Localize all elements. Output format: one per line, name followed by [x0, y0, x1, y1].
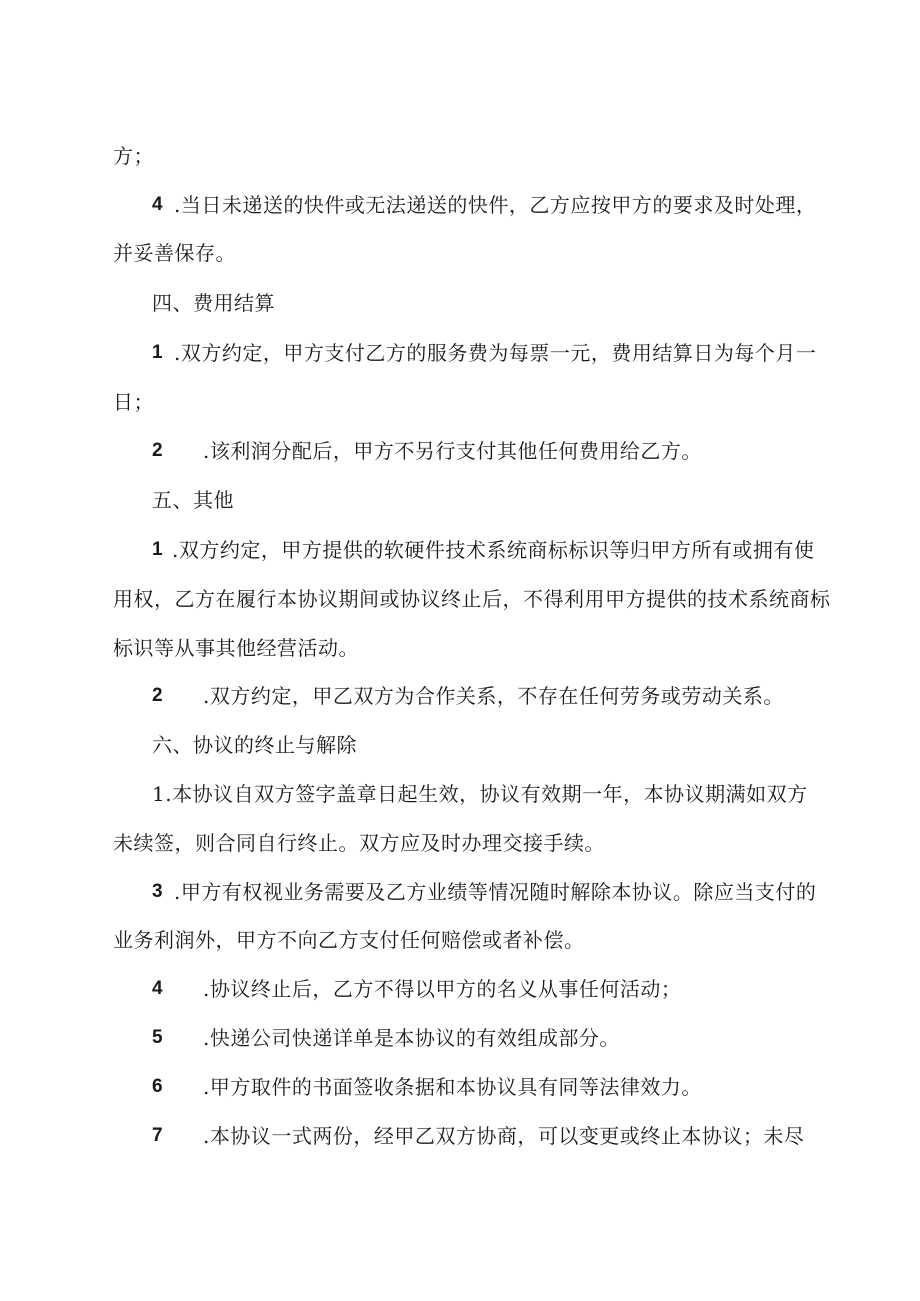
text-line-12: .双方约定，甲乙双方为合作关系，不存在任何劳务或劳动关系。 — [203, 684, 784, 708]
item-number-4b: 4 — [152, 978, 163, 999]
text-line-7: .该利润分配后，甲方不另行支付其他任何费用给乙方。 — [203, 439, 702, 463]
text-line-1: 方； — [113, 144, 154, 168]
text-line-20: .甲方取件的书面签收条据和本协议具有同等法律效力。 — [203, 1075, 702, 1099]
text-line-5: .双方约定，甲方支付乙方的服务费为每票一元，费用结算日为每个月一 — [174, 341, 817, 365]
item-number-5: 5 — [152, 1027, 163, 1048]
item-number-3: 3 — [152, 881, 163, 902]
text-line-10: 用权，乙方在履行本协议期间或协议终止后，不得利用甲方提供的技术系统商标 — [113, 587, 831, 611]
item-number-7: 7 — [152, 1125, 163, 1146]
text-line-2: .当日未递送的快件或无法递送的快件，乙方应按甲方的要求及时处理， — [174, 193, 817, 217]
text-line-19: .快递公司快递详单是本协议的有效组成部分。 — [203, 1026, 620, 1050]
item-number-4: 4 — [152, 194, 163, 215]
section-heading-fee-settlement: 四、费用结算 — [152, 291, 275, 315]
item-number-2: 2 — [152, 440, 163, 461]
item-number-1: 1 — [152, 342, 163, 363]
text-line-9: .双方约定，甲方提供的软硬件技术系统商标标识等归甲方所有或拥有使 — [172, 538, 815, 562]
text-line-3: 并妥善保存。 — [113, 241, 236, 265]
item-number-2b: 2 — [152, 685, 163, 706]
text-line-16: .甲方有权视业务需要及乙方业绩等情况随时解除本协议。除应当支付的 — [174, 880, 817, 904]
text-line-14: 1.本协议自双方签字盖章日起生效，协议有效期一年，本协议期满如双方 — [152, 782, 808, 806]
text-line-6: 日； — [113, 390, 154, 414]
item-number-6: 6 — [152, 1076, 163, 1097]
section-heading-other: 五、其他 — [152, 488, 234, 512]
section-heading-termination: 六、协议的终止与解除 — [152, 733, 357, 757]
text-line-11: 标识等从事其他经营活动。 — [113, 636, 359, 660]
text-line-15: 未续签，则合同自行终止。双方应及时办理交接手续。 — [113, 831, 605, 855]
text-line-17: 业务利润外，甲方不向乙方支付任何赔偿或者补偿。 — [113, 928, 585, 952]
text-line-18: .协议终止后，乙方不得以甲方的名义从事任何活动； — [203, 977, 682, 1001]
text-line-21: .本协议一式两份，经甲乙双方协商，可以变更或终止本协议；未尽 — [203, 1124, 805, 1148]
item-number-1b: 1 — [152, 539, 163, 560]
